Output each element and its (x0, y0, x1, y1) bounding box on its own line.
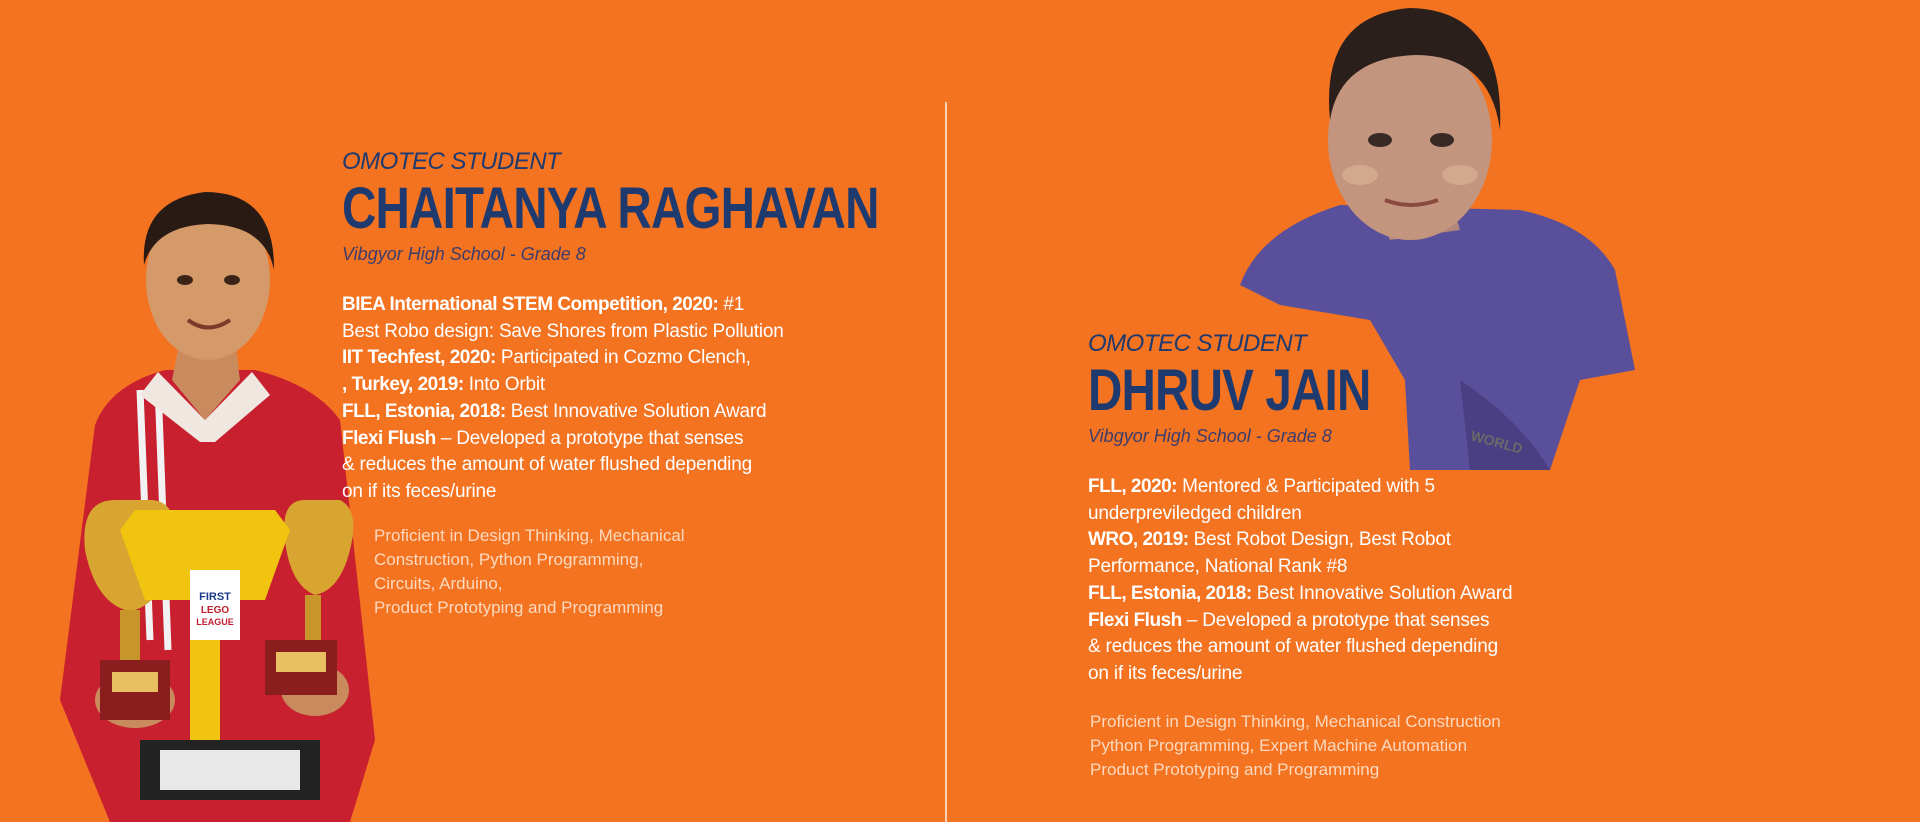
achievement-line: underpreviledged children (1088, 502, 1302, 524)
skills-list (1090, 710, 1648, 782)
skill-line: Proficient in Design Thinking, Mechanical Construction (1090, 711, 1501, 731)
skills-list (374, 524, 902, 620)
achievement-line: FLL, 2020: Mentored & Participated with 5 (1088, 476, 1435, 497)
student-name: CHAITANYA RAGHAVAN (342, 176, 879, 241)
student-tagline: OMOTEC STUDENT (1088, 330, 1307, 357)
center-divider (945, 102, 947, 822)
profile-chaitanya (342, 148, 902, 620)
achievement-line: Flexi Flush – Developed a prototype that senses (1088, 609, 1490, 631)
trophy-label-league: LEAGUE (196, 617, 234, 627)
student-with-trophies-photo (40, 180, 380, 822)
achievement-line: on if its feces/urine (342, 480, 497, 502)
achievement-line: FLL, Estonia, 2018: Best Innovative Solution Award (342, 400, 767, 422)
achievement-line: & reduces the amount of water flushed depending (342, 454, 752, 476)
student-with-trophies-illustration (40, 180, 380, 822)
achievement-line: , Turkey, 2019: Into Orbit (342, 374, 545, 396)
trophy-label-first: FIRST (199, 591, 231, 603)
skill-line: Product Prototyping and Programming (1090, 759, 1380, 779)
achievement-line: Best Robo design: Save Shores from Plastic Pollution (342, 320, 784, 342)
achievement-line: Performance, National Rank #8 (1088, 556, 1348, 578)
skill-line: Construction, Python Programming, (374, 549, 644, 569)
achievements-list (1088, 474, 1648, 688)
student-tagline: OMOTEC STUDENT (342, 148, 561, 175)
achievement-line: on if its feces/urine (1088, 662, 1243, 684)
student-school: Vibgyor High School - Grade 8 (1088, 426, 1332, 446)
shirt-text: WORLD (1469, 427, 1525, 457)
skill-line: Python Programming, Expert Machine Automation (1090, 735, 1468, 755)
achievement-line: Flexi Flush – Developed a prototype that senses (342, 427, 744, 449)
achievement-line: & reduces the amount of water flushed depending (1088, 636, 1498, 658)
skill-line: Proficient in Design Thinking, Mechanical (374, 525, 685, 545)
profile-dhruv (1088, 330, 1648, 782)
achievement-line: BIEA International STEM Competition, 2020: #1 (342, 294, 745, 315)
trophy-label-lego: LEGO (200, 605, 230, 616)
achievement-line: FLL, Estonia, 2018: Best Innovative Solution Award (1088, 582, 1513, 604)
achievements-list (342, 292, 902, 506)
skill-line: Product Prototyping and Programming (374, 597, 664, 617)
student-school: Vibgyor High School - Grade 8 (342, 244, 586, 264)
achievement-line: WRO, 2019: Best Robot Design, Best Robot (1088, 529, 1451, 551)
skill-line: Circuits, Arduino, (374, 573, 503, 593)
student-name: DHRUV JAIN (1088, 358, 1371, 423)
achievement-line: IIT Techfest, 2020: Participated in Cozmo Clench, (342, 347, 751, 369)
